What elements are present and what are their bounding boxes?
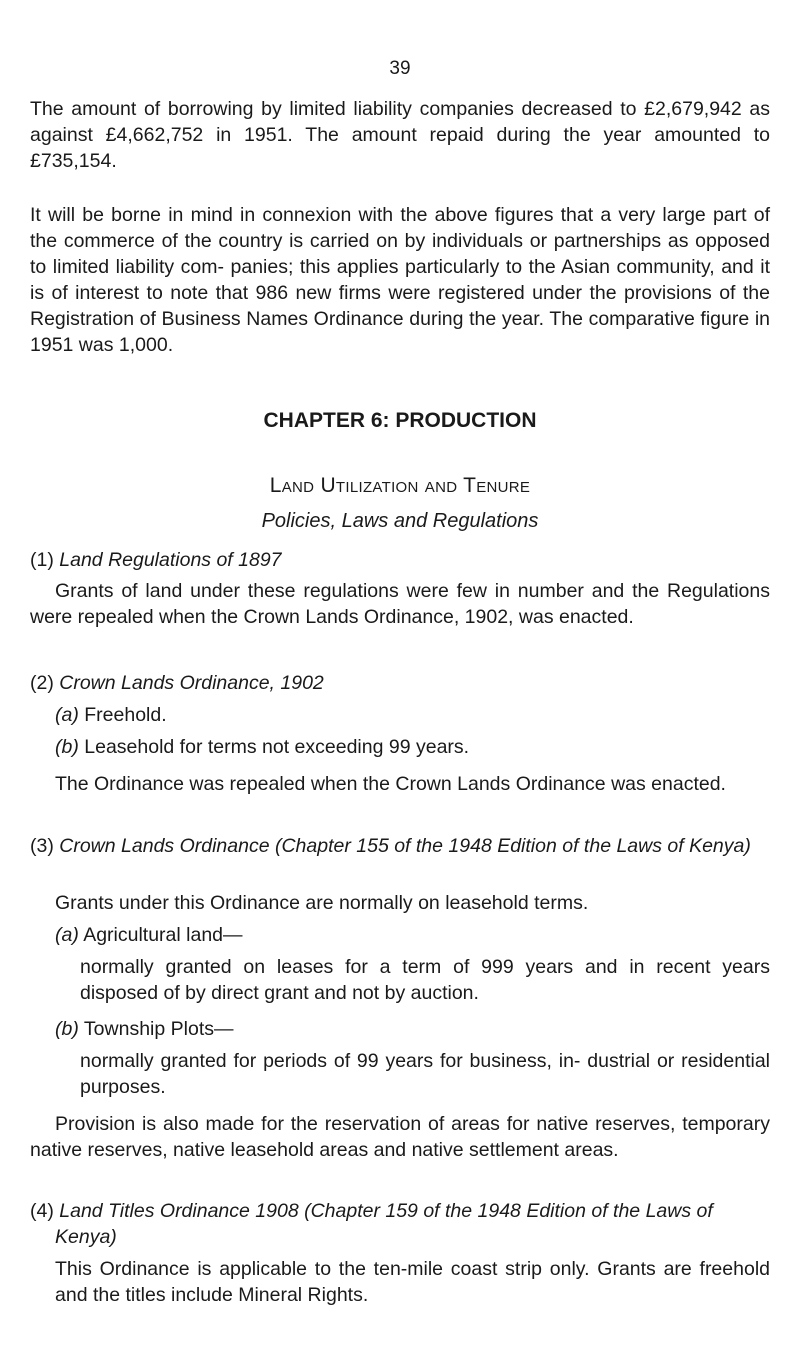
item-3-number: (3) [30,835,54,857]
item-3-a-text: Agricultural land— [83,924,243,946]
item-2-title: Crown Lands Ordinance, 1902 [59,672,324,694]
item-1-heading [30,547,770,573]
item-3-body: Grants under this Ordinance are normally on leasehold terms. [55,892,589,914]
item-3-provision: Provision is also made for the reservation of areas for native reserves, temporary native reserves, native leasehold areas and native settlement areas. [30,1113,770,1161]
section-title: Land Utilization and Tenure [269,474,531,497]
item-2-a-text: Freehold. [84,704,167,726]
item-3-a [55,922,770,948]
item-1-number: (1) [30,549,54,571]
chapter-title: CHAPTER 6: PRODUCTION [263,409,537,432]
item-4-number: (4) [30,1200,54,1222]
item-3-a-label: (a) [55,924,79,946]
item-1-title: Land Regulations of 1897 [59,549,282,571]
item-4-title: Land Titles Ordinance 1908 (Chapter 159 of the 1948 Edition of the Laws of Kenya) [55,1200,713,1248]
paragraph-commerce: It will be borne in mind in connexion with the above figures that a very large part of the commerce of the country is carried on by individuals or partnerships as opposed to limited liability com- panies; this applies particularly to the Asian community, and it is of interest to note that 986 new firms were registered under the provisions of the Registration of Business Names Ordinance during the year. The comparative figure in 1951 was 1,000. [30,204,770,356]
item-2-b-label: (b) [55,736,79,758]
item-2-b [55,734,770,760]
item-3-b-body: normally granted for periods of 99 years for business, in- dustrial or residential purposes. [80,1050,770,1098]
paragraph-borrowing: The amount of borrowing by limited liability companies decreased to £2,679,942 as against £4,662,752 in 1951. The amount repaid during the year amounted to £735,154. [30,98,770,172]
item-2-a [55,702,770,728]
item-3-b [55,1016,770,1042]
item-1-body: Grants of land under these regulations were few in number and the Regulations were repealed when the Crown Lands Ordinance, 1902, was enacted. [30,580,770,628]
item-3-b-text: Township Plots— [83,1018,234,1040]
item-3-a-body: normally granted on leases for a term of 999 years and in recent years disposed of by direct grant and not by auction. [80,956,770,1004]
item-2-a-label: (a) [55,704,79,726]
item-4-body: This Ordinance is applicable to the ten-mile coast strip only. Grants are freehold and the titles include Mineral Rights. [55,1258,770,1306]
page-number: 39 [389,58,411,79]
item-2-body: The Ordinance was repealed when the Crown Lands Ordinance was enacted. [55,773,726,795]
item-3-title: Crown Lands Ordinance (Chapter 155 of the 1948 Edition of the Laws of Kenya) [59,835,751,857]
item-4-heading [30,1198,770,1250]
item-2-b-text: Leasehold for terms not exceeding 99 years. [84,736,470,758]
item-2-heading [30,670,770,696]
item-3-heading [30,833,770,859]
subsection-title: Policies, Laws and Regulations [261,510,539,532]
item-2-number: (2) [30,672,54,694]
item-3-b-label: (b) [55,1018,79,1040]
